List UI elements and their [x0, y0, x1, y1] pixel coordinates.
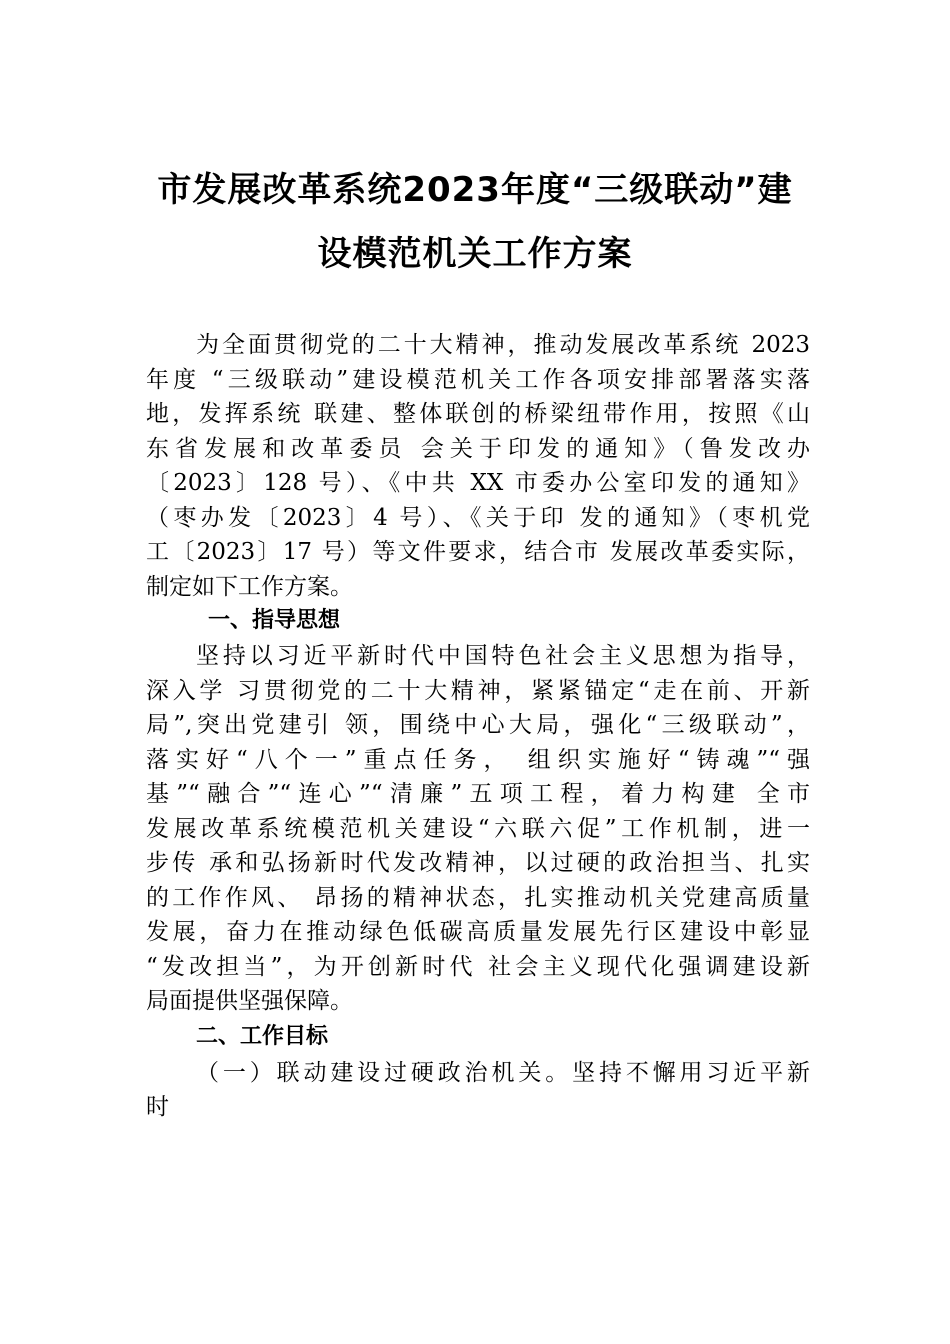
section2-line: 时 — [146, 1094, 169, 1120]
section1-line: 局”,突出党建引 领，围绕中心大局，强化“三级联动”， — [146, 712, 810, 738]
section1-line: 坚持以习近平新时代中国特色社会主义思想为指导， — [196, 643, 810, 669]
document-title-line-2: 设模范机关工作方案 — [317, 234, 633, 274]
section1-line: 局面提供坚强保障。 — [146, 988, 353, 1014]
section1-line: “发改担当”，为开创新时代 社会主义现代化强调建设新 — [146, 954, 810, 980]
section1-line: 深入学 习贯彻党的二十大精神，紧紧锚定“走在前、开新 — [146, 678, 810, 704]
document-title-line-1: 市发展改革系统2023年度“三级联动”建 — [157, 170, 793, 210]
intro-line: 东省发展和改革委员 会关于印发的通知》（鲁发改办 — [146, 436, 810, 462]
intro-line: 工〔2023〕17 号）等文件要求，结合市 发展改革委实际， — [146, 539, 810, 565]
intro-line: 年度 “三级联动”建设模范机关工作各项安排部署落实落 — [146, 367, 810, 393]
intro-line: 地，发挥系统 联建、整体联创的桥梁纽带作用，按照《山 — [146, 401, 810, 427]
intro-line: 为全面贯彻党的二十大精神，推动发展改革系统 2023 — [196, 332, 810, 358]
section2-line: （一）联动建设过硬政治机关。坚持不懈用习近平新 — [196, 1060, 810, 1086]
intro-line: 〔2023〕128 号）、《中共 XX 市委办公室印发的通知》 — [146, 470, 810, 496]
section1-line: 基”“融合”“连心”“清廉”五项工程，着力构建 全市 — [146, 781, 810, 807]
section1-line: 发展改革系统模范机关建设“六联六促”工作机制，进一 — [146, 816, 810, 842]
section1-line: 步传 承和弘扬新时代发改精神，以过硬的政治担当、扎实 — [146, 850, 810, 876]
section1-line: 的工作作风、 昂扬的精神状态，扎实推动机关党建高质量 — [146, 885, 810, 911]
section1-line: 发展，奋力在推动绿色低碳高质量发展先行区建设中彰显 — [146, 919, 810, 945]
section-heading-guiding-ideology: 一、指导思想 — [208, 608, 341, 633]
intro-line: （枣办发〔2023〕4 号）、《关于印 发的通知》（枣机党 — [146, 505, 810, 531]
intro-line: 制定如下工作方案。 — [146, 574, 353, 600]
section1-line: 落实好“八个一”重点任务， 组织实施好“铸魂”“强 — [146, 747, 810, 773]
section-heading-work-goals: 二、工作目标 — [196, 1024, 329, 1049]
